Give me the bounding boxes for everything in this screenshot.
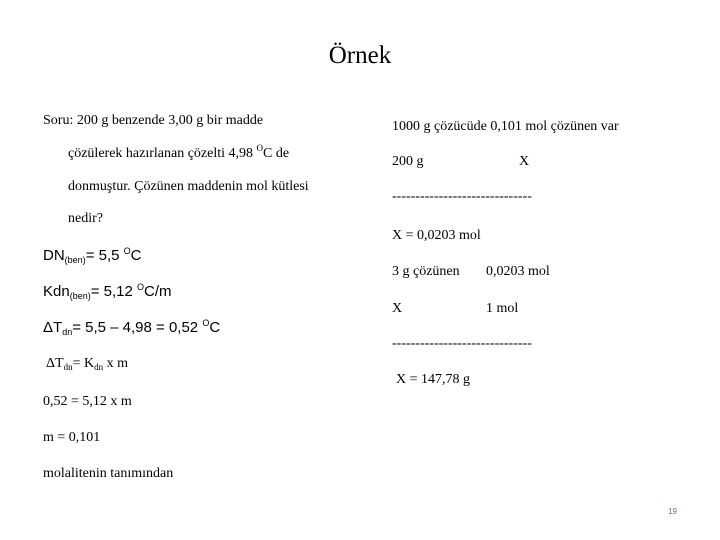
question-line-3: donmuştur. Çözünen maddenin mol kütlesi xyxy=(68,179,309,194)
freezing-point-line: $DN_{(ben)}= 5,5$ $^O$C xyxy=(43,246,142,265)
right-line-1: 1000 g çözücüde 0,101 mol çözünen var xyxy=(392,119,619,134)
formula-line: $\Delta T_{dn}= K_{dn}$ x m xyxy=(46,356,128,372)
right-line-5-left: X xyxy=(392,301,403,316)
definition-note: molalitenin tanımından xyxy=(43,466,174,481)
separator-1: ------------------------------ xyxy=(392,189,532,204)
separator-2: ------------------------------ xyxy=(392,336,532,351)
substitution-line: 0,52 = 5,12 x m xyxy=(43,394,132,409)
right-line-3: X = 0,0203 mol xyxy=(392,228,481,243)
molality-value: m = 0,101 xyxy=(43,430,101,445)
question-line-1: Soru: 200 g benzende 3,00 g bir madde xyxy=(43,113,264,128)
page-title: Örnek xyxy=(328,42,392,69)
right-line-4-right: 0,0203 mol xyxy=(486,264,550,279)
right-line-2-left: 200 g xyxy=(392,154,424,169)
page-number: 19 xyxy=(668,507,677,516)
question-line-2: çözülerek hazırlanan çözelti 4,98 $^O$C de xyxy=(68,143,290,161)
right-line-5-right: 1 mol xyxy=(486,301,519,316)
delta-t-line: $\Delta T_{dn}= 5,5 - 4,98 = 0,52$ $^O$C xyxy=(43,318,221,337)
right-line-4-left: 3 g çözünen xyxy=(392,264,460,279)
right-line-2-right: X xyxy=(519,154,530,169)
result-line: X = 147,78 g xyxy=(396,372,471,387)
question-line-4: nedir? xyxy=(68,211,103,226)
kdn-constant-line: Kdn$_{(ben)}$= 5,12 $^O$C/m xyxy=(43,282,172,301)
